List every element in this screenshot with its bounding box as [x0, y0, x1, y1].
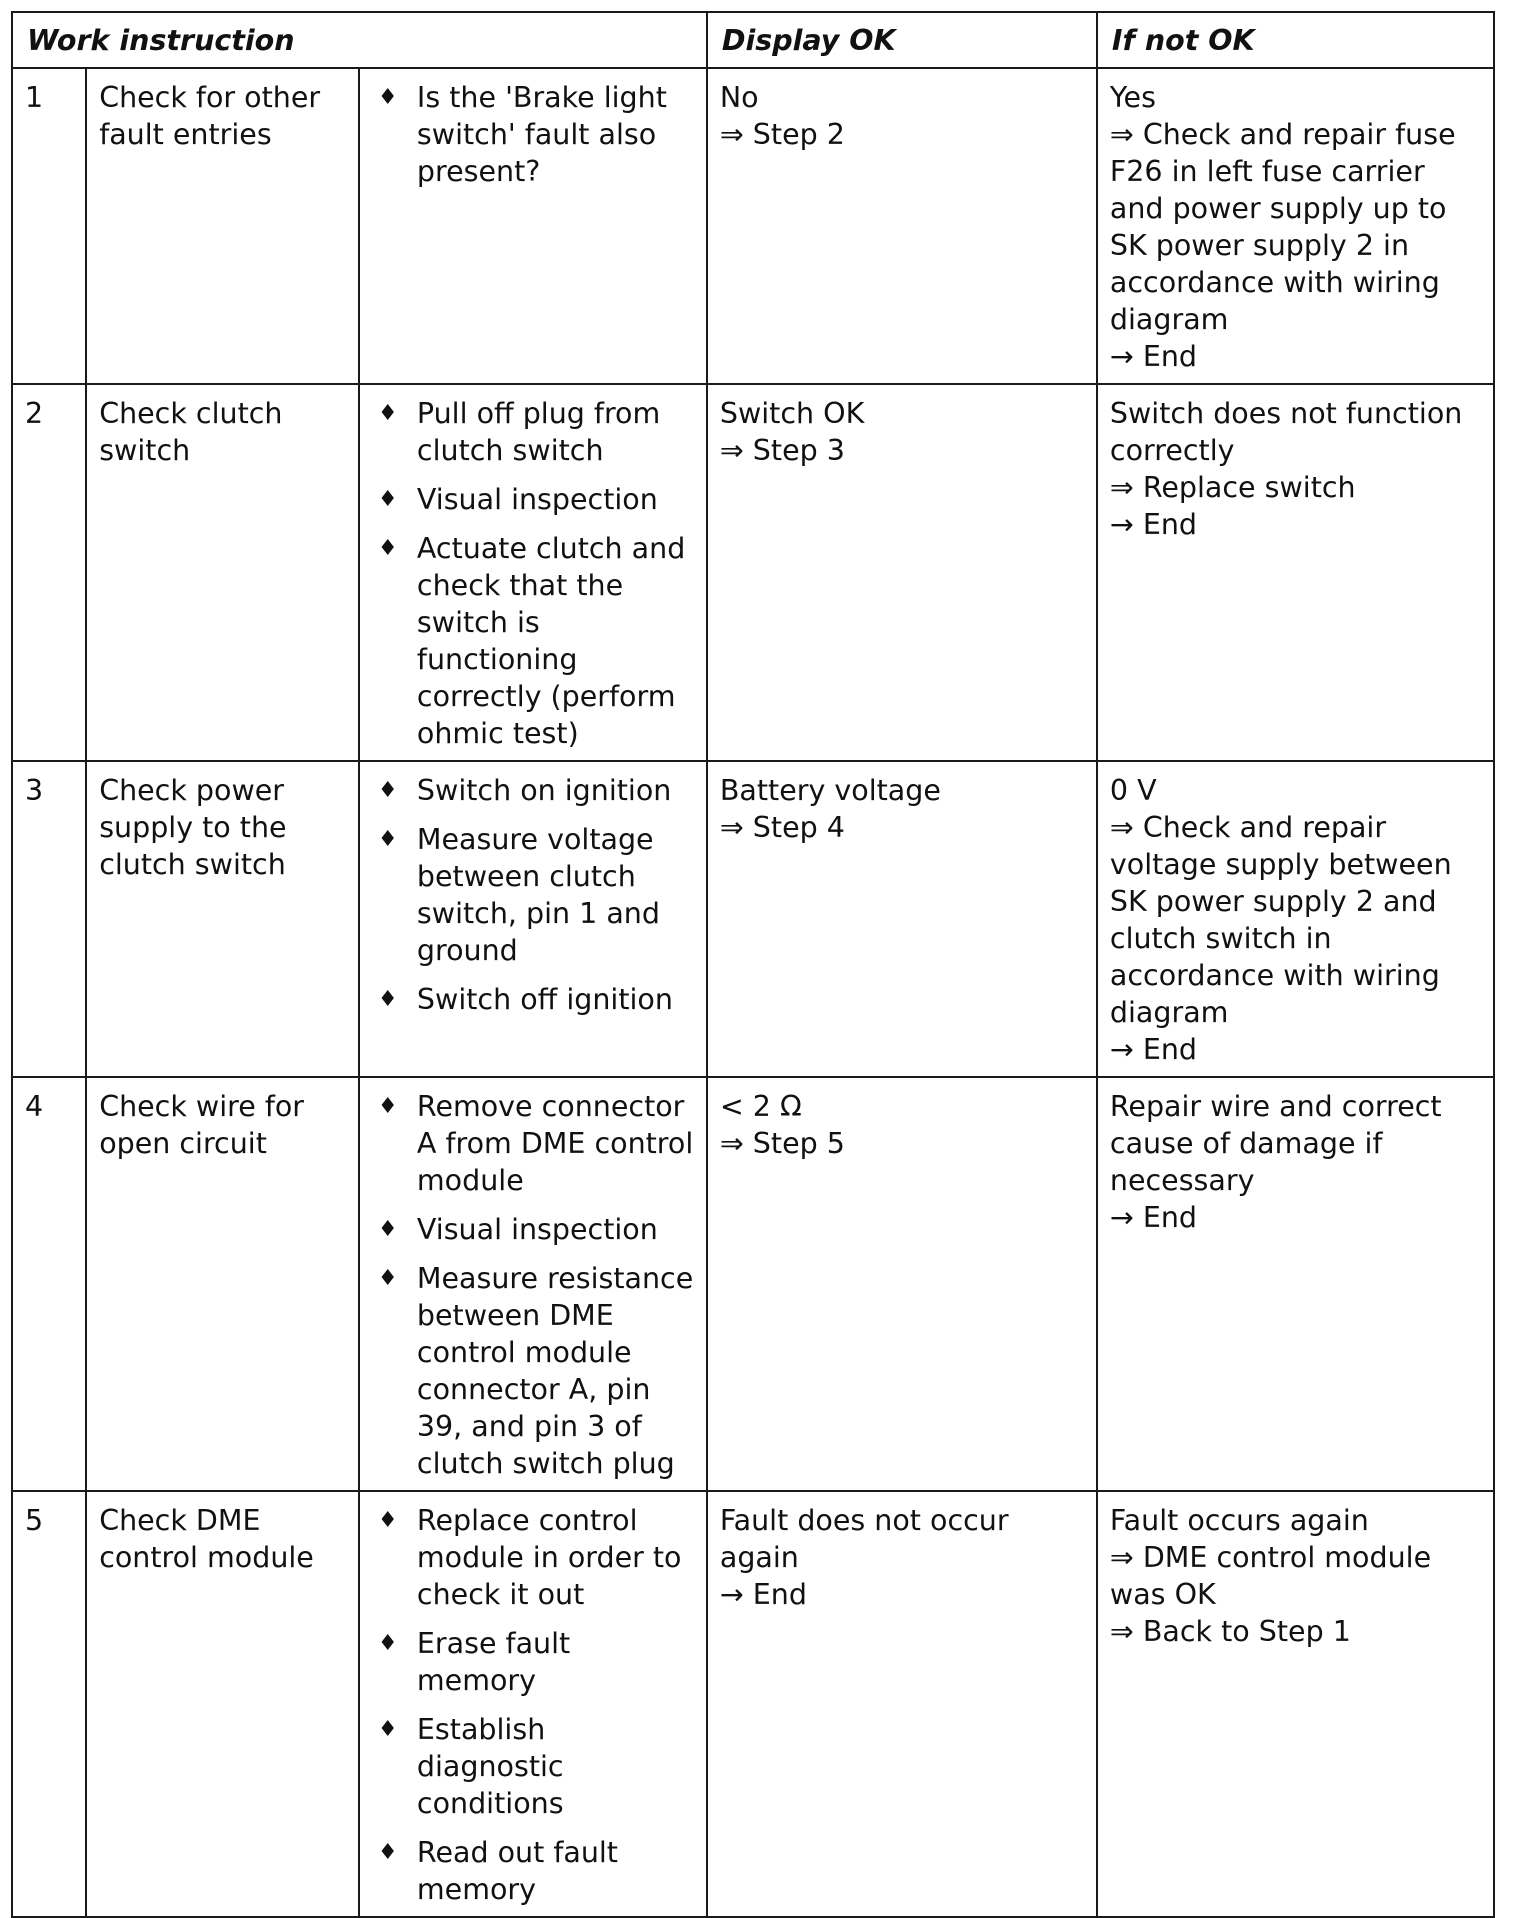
- display-ok-cell: [707, 1077, 1097, 1491]
- header-row: [12, 12, 1494, 68]
- table-row: [12, 68, 1494, 384]
- not-ok-line: Yes: [1109, 81, 1156, 114]
- step-instructions: [359, 1077, 707, 1491]
- instruction-item: ♦ Remove connector A from DME control module: [377, 1090, 694, 1197]
- bullet-diamond-icon: ♦: [377, 1266, 398, 1291]
- work-instruction-sheet: [11, 11, 1495, 1918]
- bullet-diamond-icon: ♦: [377, 1217, 398, 1242]
- diagnostic-table: [11, 11, 1495, 1918]
- ok-line: No: [719, 81, 759, 114]
- table-row: [12, 1491, 1494, 1917]
- display-ok-cell: [707, 761, 1097, 1077]
- step-number: 2: [12, 384, 86, 761]
- not-ok-line: Fault occurs again: [1109, 1504, 1369, 1537]
- bullet-diamond-icon: ♦: [377, 487, 398, 512]
- ok-line: Battery voltage: [719, 774, 941, 807]
- if-not-ok-cell: [1097, 384, 1494, 761]
- header-if-not-ok: If not OK: [1097, 12, 1494, 68]
- not-ok-line: Switch does not function correctly: [1109, 397, 1472, 467]
- instruction-item: ♦ Read out fault memory: [377, 1836, 618, 1906]
- instruction-item: ♦ Measure resistance between DME control module connector A, pin 39, and pin 3 of clutch switch plug: [377, 1262, 694, 1480]
- not-ok-line: 0 V: [1109, 774, 1157, 807]
- not-ok-line: → End: [1109, 1033, 1198, 1066]
- step-title: Check DME control module: [86, 1491, 359, 1917]
- not-ok-line: Repair wire and correct cause of damage if necessary: [1109, 1090, 1451, 1197]
- ok-line: ⇒ Step 2: [719, 118, 845, 151]
- step-number: 3: [12, 761, 86, 1077]
- if-not-ok-cell: [1097, 761, 1494, 1077]
- bullet-diamond-icon: ♦: [377, 85, 398, 110]
- if-not-ok-cell: [1097, 68, 1494, 384]
- ok-line: ⇒ Step 3: [719, 434, 845, 467]
- instruction-item: ♦ Switch on ignition: [377, 774, 672, 807]
- instruction-item: ♦ Measure voltage between clutch switch, pin 1 and ground: [377, 823, 660, 967]
- instruction-item: ♦ Pull off plug from clutch switch: [377, 397, 661, 467]
- step-instructions: [359, 384, 707, 761]
- step-instructions: [359, 1491, 707, 1917]
- step-title: Check wire for open circuit: [86, 1077, 359, 1491]
- bullet-diamond-icon: ♦: [377, 987, 398, 1012]
- if-not-ok-cell: [1097, 1491, 1494, 1917]
- step-title: Check for other fault entries: [86, 68, 359, 384]
- instruction-item: ♦ Erase fault memory: [377, 1627, 571, 1697]
- ok-line: ⇒ Step 4: [719, 811, 845, 844]
- header-display-ok: Display OK: [707, 12, 1097, 68]
- table-row: [12, 384, 1494, 761]
- not-ok-line: ⇒ Back to Step 1: [1109, 1615, 1351, 1648]
- not-ok-line: → End: [1109, 340, 1198, 373]
- ok-line: Fault does not occur again: [719, 1504, 1018, 1574]
- instruction-item: ♦ Switch off ignition: [377, 983, 673, 1016]
- instruction-item: ♦ Is the 'Brake light switch' fault also present?: [377, 81, 667, 188]
- instruction-item: ♦ Establish diagnostic conditions: [377, 1713, 564, 1820]
- instruction-item: ♦ Visual inspection: [377, 483, 658, 516]
- table-row: [12, 1077, 1494, 1491]
- display-ok-cell: [707, 68, 1097, 384]
- bullet-diamond-icon: ♦: [377, 536, 398, 561]
- step-instructions: [359, 761, 707, 1077]
- bullet-diamond-icon: ♦: [377, 778, 398, 803]
- bullet-diamond-icon: ♦: [377, 1508, 398, 1533]
- if-not-ok-cell: [1097, 1077, 1494, 1491]
- step-number: 5: [12, 1491, 86, 1917]
- bullet-diamond-icon: ♦: [377, 1094, 398, 1119]
- step-number: 4: [12, 1077, 86, 1491]
- ok-line: ⇒ Step 5: [719, 1127, 845, 1160]
- instruction-item: ♦ Actuate clutch and check that the switch is functioning correctly (perform ohmic test): [377, 532, 686, 750]
- display-ok-cell: [707, 1491, 1097, 1917]
- not-ok-line: → End: [1109, 508, 1198, 541]
- bullet-diamond-icon: ♦: [377, 1840, 398, 1865]
- table-body: [12, 68, 1494, 1917]
- display-ok-cell: [707, 384, 1097, 761]
- ok-line: → End: [719, 1578, 807, 1611]
- step-instructions: [359, 68, 707, 384]
- table-row: [12, 761, 1494, 1077]
- step-title: Check power supply to the clutch switch: [86, 761, 359, 1077]
- ok-line: Switch OK: [719, 397, 865, 430]
- bullet-diamond-icon: ♦: [377, 1631, 398, 1656]
- instruction-item: ♦ Visual inspection: [377, 1213, 658, 1246]
- step-title: Check clutch switch: [86, 384, 359, 761]
- not-ok-line: ⇒ Check and repair fuse F26 in left fuse carrier and power supply up to SK power supply 2 in accordance with wiring diagram: [1109, 118, 1465, 336]
- not-ok-line: ⇒ Check and repair voltage supply between SK power supply 2 and clutch switch in accordance with wiring diagram: [1109, 811, 1461, 1029]
- not-ok-line: ⇒ Replace switch: [1109, 471, 1356, 504]
- header-work-instruction: Work instruction: [12, 12, 707, 68]
- bullet-diamond-icon: ♦: [377, 1717, 398, 1742]
- bullet-diamond-icon: ♦: [377, 827, 398, 852]
- instruction-item: ♦ Replace control module in order to check it out: [377, 1504, 682, 1611]
- not-ok-line: → End: [1109, 1201, 1198, 1234]
- ok-line: < 2 Ω: [719, 1090, 802, 1123]
- step-number: 1: [12, 68, 86, 384]
- bullet-diamond-icon: ♦: [377, 401, 398, 426]
- not-ok-line: ⇒ DME control module was OK: [1109, 1541, 1441, 1611]
